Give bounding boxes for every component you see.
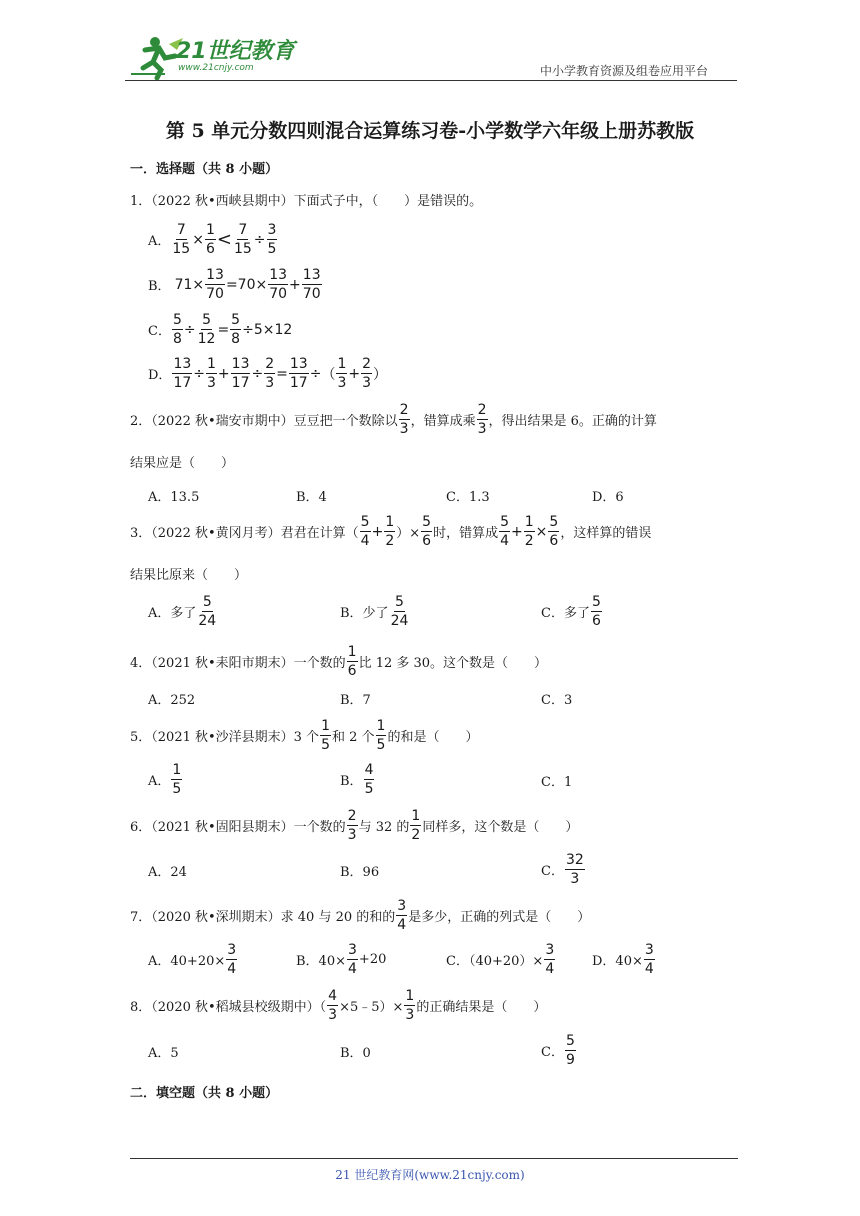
question-3-option-b: B．少了 $\frac{5}{24}$ — [340, 594, 409, 629]
fraction: $\frac{4}{3}$ — [328, 988, 338, 1023]
fraction: $\frac{5}{9}$ — [565, 1033, 575, 1068]
fraction: $\frac{1}{5}$ — [376, 718, 386, 753]
page-title: 第 5 单元分数四则混合运算练习卷-小学数学六年级上册苏教版 — [165, 120, 695, 142]
fraction: $\frac{1}{6}$ — [347, 644, 357, 679]
question-3-option-a: A．多了 $\frac{5}{24}$ — [148, 594, 217, 629]
question-3-option-c: C．多了 $\frac{5}{6}$ — [541, 594, 601, 629]
logo-url: www.21cnjy.com — [178, 63, 254, 73]
question-2-option-a: A．13.5 — [148, 490, 200, 505]
footer-divider — [130, 1158, 738, 1159]
fraction: $\frac{5}{4}$ — [500, 514, 509, 549]
question-8-option-b: B．0 — [340, 1046, 371, 1061]
question-5-option-c: C．1 — [541, 775, 573, 790]
question-7-option-b: B．40× $\frac{3}{4}$ +20 — [296, 942, 387, 977]
fraction: $\frac{5}{24}$ — [390, 594, 409, 629]
fraction: $\frac{1}{6}$ — [205, 222, 215, 257]
question-3-stem: 3．（2022 秋•黄冈月考）君君在计算（ $\frac{5}{4}$ + $\frac{1}{2}$ ）× $\frac{5}{6}$ 时，错算成 $\frac{5}{4}$ + $\frac{1}{2}$ × $\frac{5}{6}$ ，这样算的错误 — [130, 514, 652, 549]
question-3-stem-cont: 结果比原来（ ） — [130, 568, 248, 583]
fraction: $\frac{5}{6}$ — [549, 514, 559, 549]
question-4-option-b: B．7 — [340, 693, 371, 708]
fraction: $\frac{3}{4}$ — [545, 942, 555, 977]
fraction: $\frac{1}{3}$ — [337, 356, 347, 391]
question-7-option-d: D．40× $\frac{3}{4}$ — [592, 942, 654, 977]
question-7-option-c: C．（40+20）× $\frac{3}{4}$ — [446, 942, 555, 977]
question-5-option-a: A． $\frac{1}{5}$ — [148, 762, 182, 797]
fraction: $\frac{1}{3}$ — [405, 988, 415, 1023]
question-8-stem: 8．（2020 秋•稻城县校级期中）（ $\frac{4}{3}$ ×5﹣5）× $\frac{1}{3}$ 的正确结果是（ ） — [130, 988, 547, 1023]
fraction: $\frac{3}{4}$ — [644, 942, 654, 977]
question-1-option-a: A． $\frac{7}{15}$ × $\frac{1}{6}$ < $\frac{7}{15}$ ÷ $\frac{3}{5}$ — [148, 222, 277, 257]
fraction: $\frac{3}{4}$ — [348, 942, 357, 977]
question-6-option-b: B．96 — [340, 865, 380, 880]
question-6-option-c: C． $\frac{32}{3}$ — [541, 852, 584, 887]
fraction: $\frac{5}{8}$ — [172, 312, 182, 347]
question-7-stem: 7．（2020 秋•深圳期末）求 40 与 20 的和的 $\frac{3}{4}$ 是多少，正确的列式是（ ） — [130, 898, 591, 933]
fraction: $\frac{1}{5}$ — [321, 718, 330, 753]
fraction: $\frac{1}{5}$ — [172, 762, 182, 797]
fraction: $\frac{3}{4}$ — [397, 898, 407, 933]
header-platform-text: 中小学教育资源及组卷应用平台 — [540, 64, 709, 78]
question-2-stem-cont: 结果应是（ ） — [130, 456, 235, 471]
question-2-stem: 2．（2022 秋•瑞安市期中）豆豆把一个数除以 $\frac{2}{3}$ ，错算成乘 $\frac{2}{3}$ ，得出结果是 6。正确的计算 — [130, 402, 657, 437]
fraction: $\frac{5}{12}$ — [197, 312, 216, 347]
question-2-option-d: D．6 — [592, 490, 624, 505]
fraction: $\frac{7}{15}$ — [233, 222, 252, 257]
fraction: $\frac{3}{4}$ — [227, 942, 237, 977]
question-2-option-b: B．4 — [296, 490, 327, 505]
section-heading-choice: 一．选择题（共 8 小题） — [130, 162, 279, 177]
question-4-option-c: C．3 — [541, 693, 573, 708]
fraction: $\frac{13}{17}$ — [231, 356, 250, 391]
fraction: $\frac{5}{8}$ — [231, 312, 241, 347]
fraction: $\frac{5}{24}$ — [198, 594, 217, 629]
question-5-option-b: B． $\frac{4}{5}$ — [340, 762, 374, 797]
question-8-option-c: C． $\frac{5}{9}$ — [541, 1033, 575, 1068]
fraction: $\frac{3}{5}$ — [267, 222, 277, 257]
question-1-option-d: D． $\frac{13}{17}$ ÷ $\frac{1}{3}$ + $\frac{13}{17}$ ÷ $\frac{2}{3}$ = $\frac{13}{17}$ ÷ （ $\frac{1}{3}$ + $\frac{2}{3}$ ） — [148, 356, 388, 391]
fraction: $\frac{13}{70}$ — [302, 267, 321, 302]
question-1-option-c: C． $\frac{5}{8}$ ÷ $\frac{5}{12}$ = $\frac{5}{8}$ ÷5×12 — [148, 312, 293, 347]
fraction: $\frac{1}{3}$ — [207, 356, 216, 391]
question-4-stem: 4．（2021 秋•耒阳市期末）一个数的 $\frac{1}{6}$ 比 12 多 30。这个数是（ ） — [130, 644, 548, 679]
fraction: $\frac{1}{2}$ — [385, 514, 395, 549]
footer-link[interactable]: 21 世纪教育网(www.21cnjy.com) — [335, 1168, 525, 1182]
fraction: $\frac{5}{6}$ — [422, 514, 432, 549]
fraction: $\frac{13}{17}$ — [173, 356, 192, 391]
fraction: $\frac{4}{5}$ — [364, 762, 374, 797]
question-1-option-b: B． 71× $\frac{13}{70}$ =70× $\frac{13}{70}$ + $\frac{13}{70}$ — [148, 267, 321, 302]
question-5-stem: 5．（2021 秋•沙洋县期末）3 个 $\frac{1}{5}$ 和 2 个 $\frac{1}{5}$ 的和是（ ） — [130, 718, 479, 753]
logo-text: 21世纪教育 — [176, 39, 295, 64]
fraction: $\frac{2}{3}$ — [347, 808, 357, 843]
fraction: $\frac{2}{3}$ — [477, 402, 487, 437]
fraction: $\frac{7}{15}$ — [172, 222, 191, 257]
fraction: $\frac{5}{4}$ — [360, 514, 370, 549]
fraction: $\frac{13}{70}$ — [206, 267, 224, 302]
question-2-option-c: C．1.3 — [446, 490, 490, 505]
header-divider — [125, 80, 737, 81]
fraction: $\frac{13}{70}$ — [269, 267, 288, 302]
fraction: $\frac{13}{17}$ — [289, 356, 308, 391]
question-6-option-a: A．24 — [148, 865, 187, 880]
fraction: $\frac{2}{3}$ — [362, 356, 372, 391]
fraction: $\frac{2}{3}$ — [399, 402, 409, 437]
question-4-option-a: A．252 — [148, 693, 196, 708]
fraction: $\frac{32}{3}$ — [565, 852, 584, 887]
question-6-stem: 6．（2021 秋•固阳县期末）一个数的 $\frac{2}{3}$ 与 32 的 $\frac{1}{2}$ 同样多，这个数是（ ） — [130, 808, 579, 843]
question-1-stem: 1．（2022 秋•西峡县期中）下面式子中，（ ）是错误的。 — [130, 194, 483, 209]
fraction: $\frac{2}{3}$ — [265, 356, 275, 391]
question-7-option-a: A．40+20× $\frac{3}{4}$ — [148, 942, 237, 977]
question-8-option-a: A．5 — [148, 1046, 179, 1061]
section-heading-fill: 二．填空题（共 8 小题） — [130, 1086, 279, 1101]
fraction: $\frac{1}{2}$ — [524, 514, 534, 549]
fraction: $\frac{5}{6}$ — [591, 594, 601, 629]
fraction: $\frac{1}{2}$ — [411, 808, 421, 843]
